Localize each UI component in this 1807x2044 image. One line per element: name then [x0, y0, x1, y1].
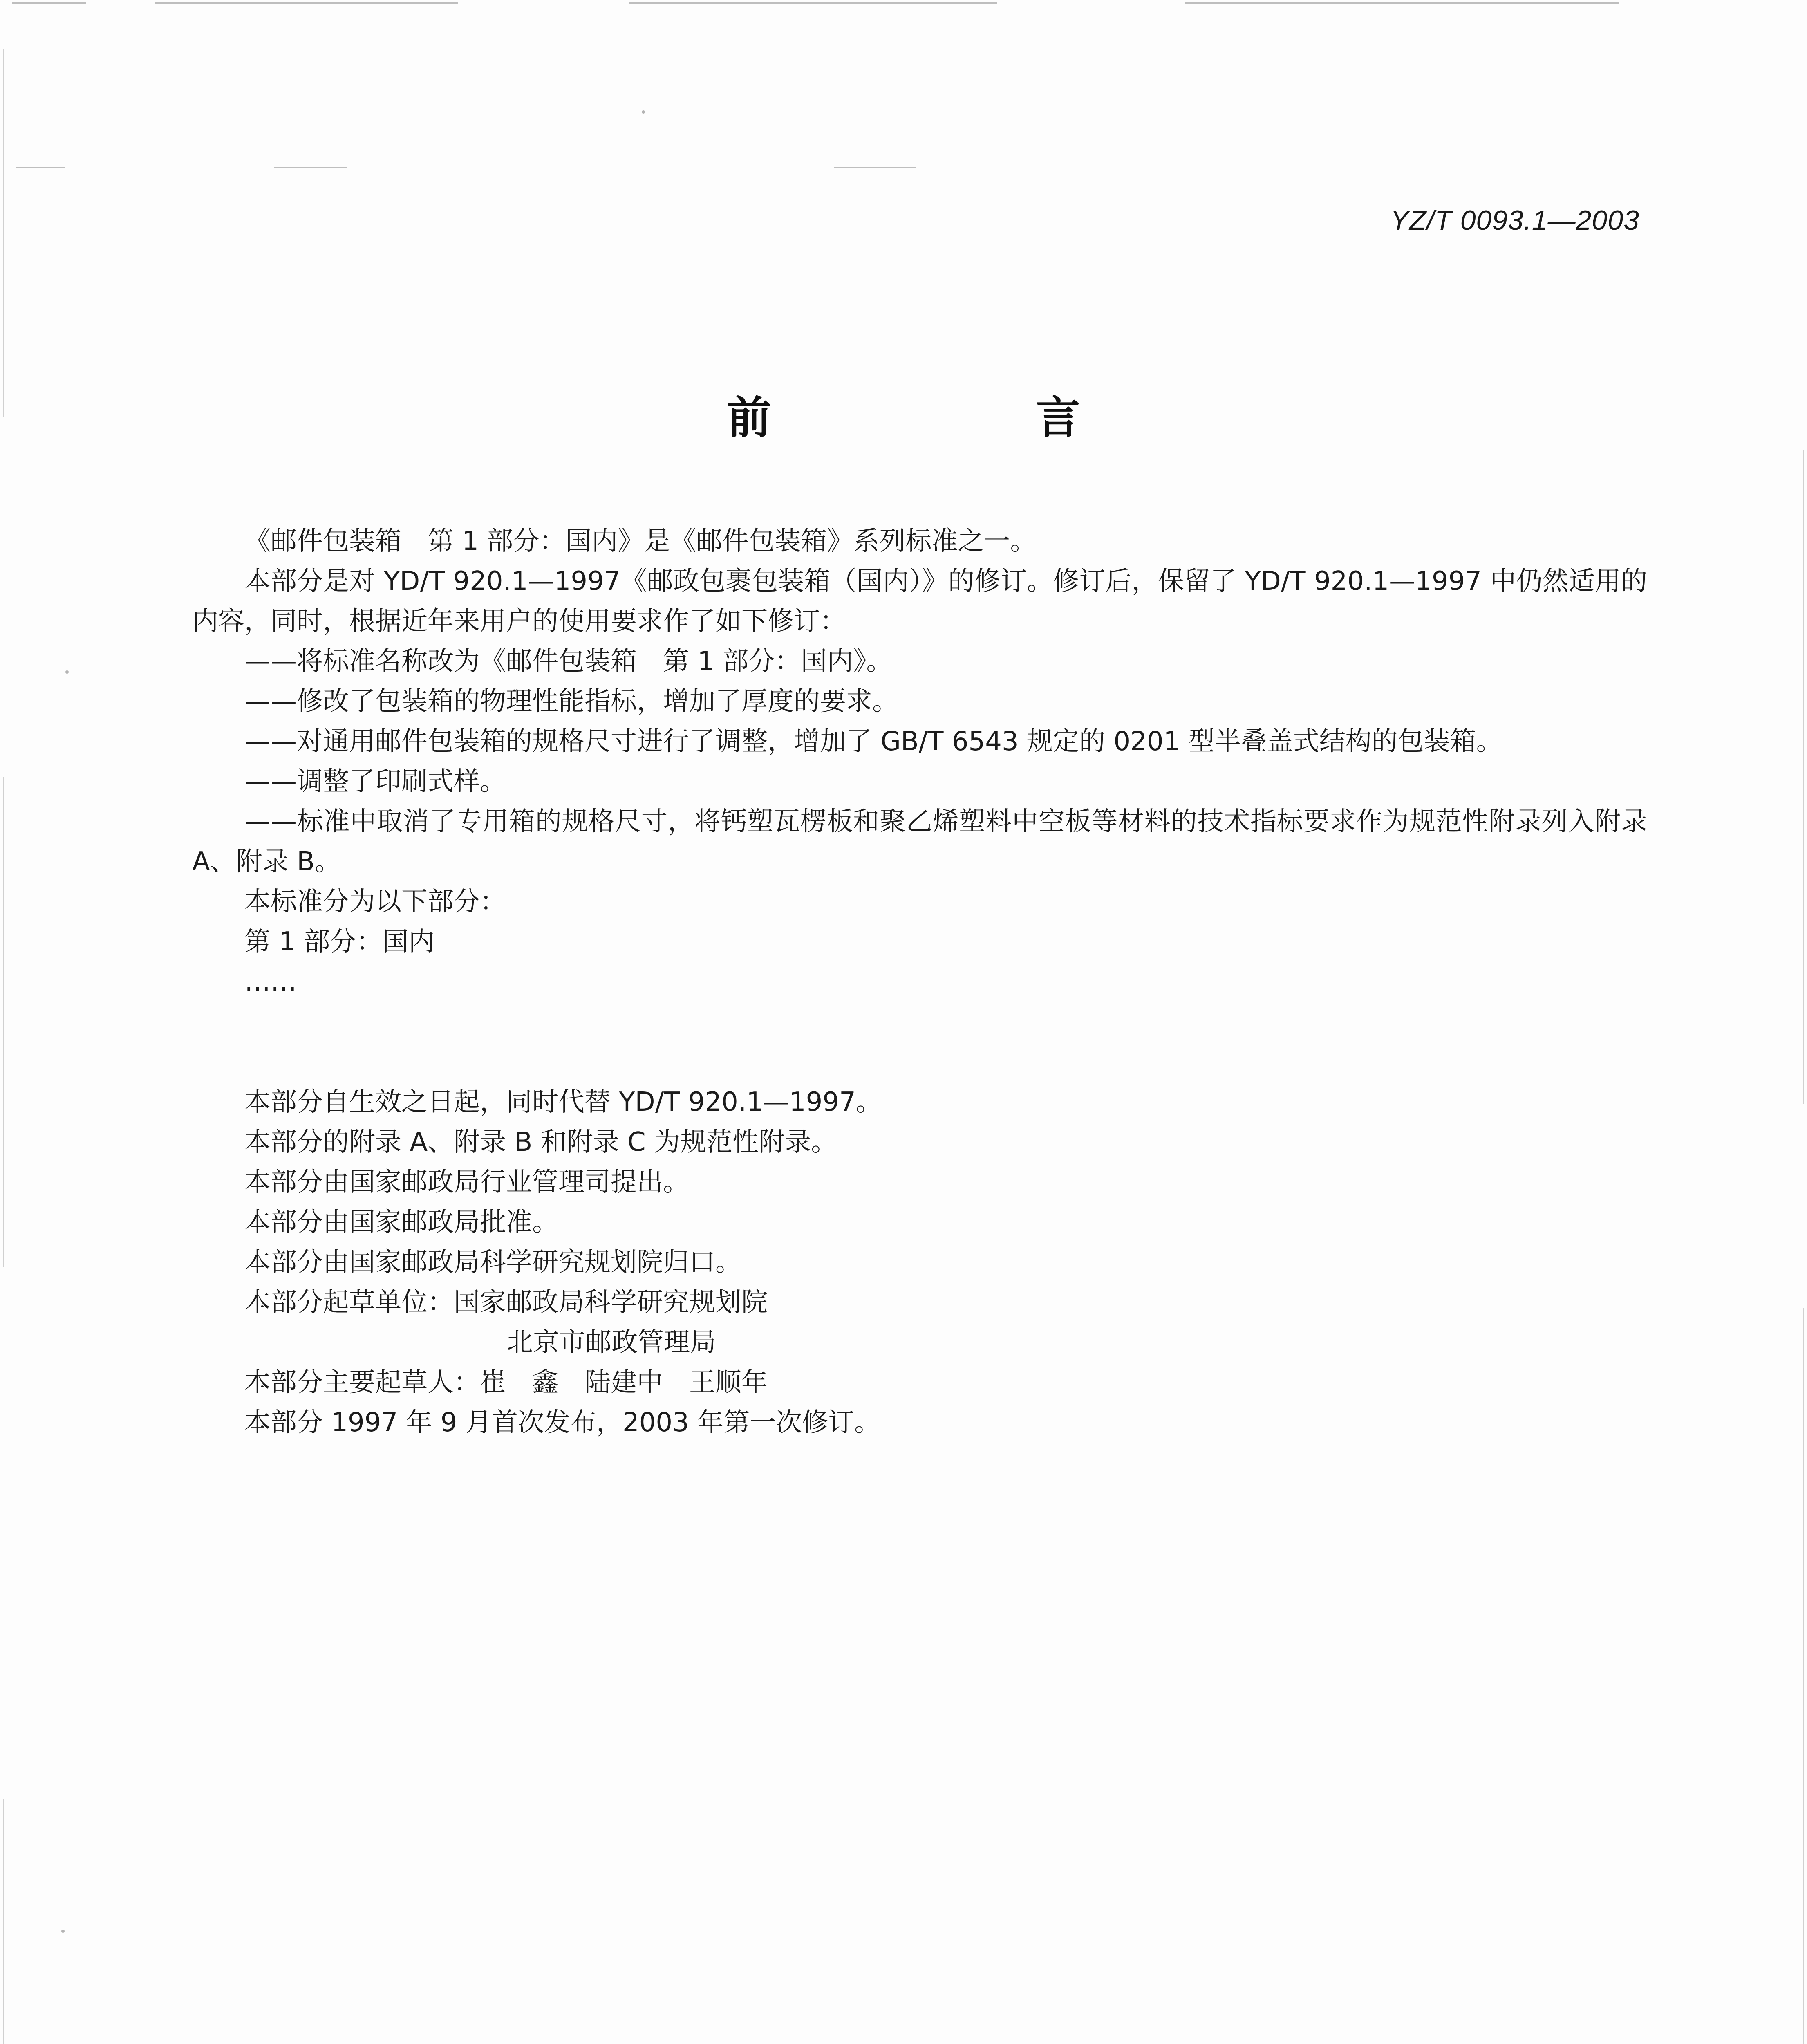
- standard-code: YZ/T 0093.1—2003: [1390, 205, 1639, 236]
- page-title: 前 言: [727, 392, 1191, 444]
- scan-artifact-top-rule: [12, 2, 86, 4]
- list-item: ——标准中取消了专用箱的规格尺寸，将钙塑瓦楞板和聚乙烯塑料中空板等材料的技术指标要求作为规范性附录列入附录 A、附录 B。: [192, 807, 1647, 877]
- list-item: ——修改了包装箱的物理性能指标，增加了厚度的要求。: [244, 686, 898, 717]
- scan-artifact-left-edge: [3, 1799, 4, 2044]
- scan-artifact-left-edge: [3, 49, 4, 417]
- scan-artifact-top-rule: [16, 167, 65, 168]
- scan-artifact-top-rule: [1185, 2, 1619, 4]
- scan-artifact-dot: [642, 110, 645, 114]
- scan-artifact-top-rule: [274, 167, 347, 168]
- scan-artifact-top-rule: [834, 167, 916, 168]
- paragraph: 本部分由国家邮政局行业管理司提出。: [244, 1167, 689, 1197]
- scan-artifact-left-edge: [3, 777, 4, 1267]
- paragraph: 本部分起草单位：国家邮政局科学研究规划院: [244, 1287, 768, 1318]
- paragraph: 本部分的附录 A、附录 B 和附录 C 为规范性附录。: [244, 1127, 837, 1157]
- paragraph: 第 1 部分：国内: [244, 927, 435, 957]
- paragraph: 本部分 1997 年 9 月首次发布，2003 年第一次修订。: [244, 1407, 881, 1438]
- list-item: ——将标准名称改为《邮件包装箱 第 1 部分：国内》。: [244, 646, 893, 677]
- paragraph: 本部分是对 YD/T 920.1—1997《邮政包裹包装箱（国内）》的修订。修订后，保留了 YD/T 920.1—1997 中仍然适用的内容，同时，根据近年来用户的使用要求作了如下修订：: [192, 566, 1647, 637]
- scan-artifact-dot: [65, 670, 69, 674]
- paragraph: 本标准分为以下部分：: [244, 887, 506, 917]
- paragraph-continuation: 北京市邮政管理局: [507, 1327, 716, 1358]
- paragraph: 本部分由国家邮政局科学研究规划院归口。: [244, 1247, 741, 1278]
- scan-artifact-right-edge: [1803, 450, 1804, 1104]
- paragraph: ……: [244, 967, 297, 997]
- paragraph: 本部分主要起草人：崔 鑫 陆建中 王顺年: [244, 1367, 768, 1398]
- foreword-body: [192, 521, 1647, 1443]
- scan-artifact-top-rule: [629, 2, 997, 4]
- list-item: ——调整了印刷式样。: [244, 766, 506, 797]
- scan-artifact-dot: [61, 1930, 65, 1933]
- paragraph: 《邮件包装箱 第 1 部分：国内》是《邮件包装箱》系列标准之一。: [244, 526, 1037, 556]
- scan-artifact-right-edge: [1803, 1308, 1804, 2044]
- paragraph: 本部分由国家邮政局批准。: [244, 1207, 558, 1237]
- scan-artifact-top-rule: [155, 2, 458, 4]
- list-item: ——对通用邮件包装箱的规格尺寸进行了调整，增加了 GB/T 6543 规定的 0201 型半叠盖式结构的包装箱。: [244, 726, 1502, 757]
- paragraph: 本部分自生效之日起，同时代替 YD/T 920.1—1997。: [244, 1087, 882, 1117]
